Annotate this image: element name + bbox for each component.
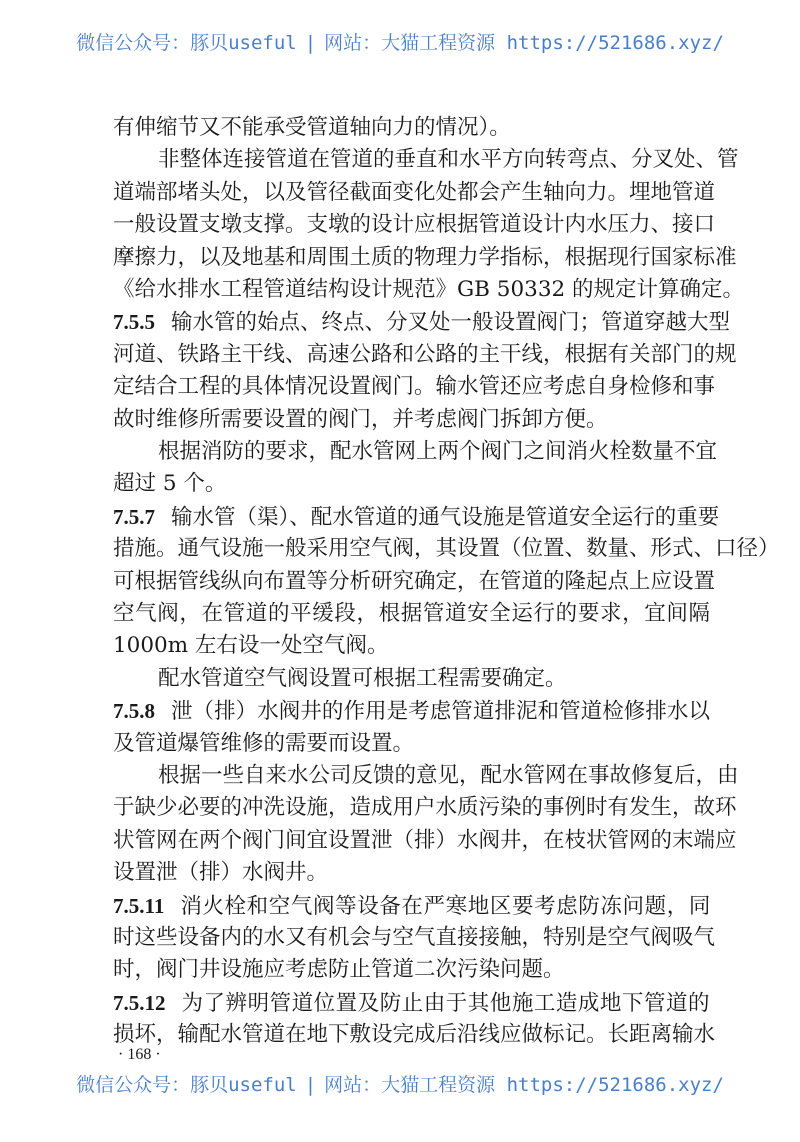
watermark-separator: | [304,1074,317,1096]
text-line [113,729,710,759]
text-line [113,955,710,985]
line-text: 为了辨明管道位置及防止由于其他施工造成地下管道的 [181,990,710,1016]
line-text: 措施。通气设施一般采用空气阀，其设置（位置、数量、形式、口径） [113,536,780,562]
watermark-website: 网站：大猫工程资源 https://521686.xyz/ [324,1074,724,1096]
text-line [158,761,739,791]
text-line [113,243,737,273]
text-line [113,113,710,143]
line-text: 定结合工程的具体情况设置阀门。输水管还应考虑自身检修和事 [113,374,716,400]
line-text: 故时维修所需要设置的阀门，并考虑阀门拆卸方便。 [113,406,608,432]
line-text: 可根据管线纵向布置等分析研究确定，在管道的隆起点上应设置 [113,568,716,594]
watermark-wechat: 微信公众号：豚贝useful [76,1074,297,1096]
text-line [113,469,710,499]
line-text: 时这些设备内的水又有机会与空气直接接触，特别是空气阀吸气 [113,925,716,950]
text-line [158,145,739,175]
text-line [113,372,716,402]
text-line [113,275,745,305]
line-text: 泄（排）水阀井的作用是考虑管道排泥和管道检修排水以 [171,699,710,725]
text-line [158,437,718,467]
text-line [113,1020,716,1050]
text-line [113,405,710,435]
text-line [113,858,710,888]
line-text: 输水管的始点、终点、分叉处一般设置阀门；管道穿越大型 [171,310,731,336]
clause-number: 7.5.12 [113,990,166,1015]
line-text: 一般设置支墩支撑。支墩的设计应根据管道设计内水压力、接口 [113,212,716,238]
text-line [113,210,716,240]
text-line [113,178,716,208]
text-line [113,340,737,370]
line-text: 道端部堵头处，以及管径截面变化处都会产生轴向力。埋地管道 [113,179,716,205]
clause-line [113,988,710,1018]
text-line [113,567,716,597]
text-line [113,923,716,953]
line-text: 状管网在两个阀门间宜设置泄（排）水阀井，在枝状管网的末端应 [113,827,737,853]
line-text: 有伸缩节又不能承受管道轴向力的情况）。 [113,115,511,140]
text-line [113,793,737,823]
watermark-header [0,30,800,56]
text-line [113,599,710,629]
line-text: 于缺少必要的冲洗设施，造成用户水质污染的事例时有发生，故环 [113,795,737,821]
line-text: 根据一些自来水公司反馈的意见，配水管网在事故修复后，由 [158,763,739,788]
line-text: 超过 5 个。 [113,471,227,497]
clause-line [113,307,731,337]
watermark-separator: | [304,32,317,54]
line-text: 消火栓和空气阀等设备在严寒地区要考虑防冻问题，同 [180,893,711,919]
page-number: · 168 · [118,1046,161,1063]
clause-line [113,696,710,726]
line-text: 及管道爆管维修的需要而设置。 [113,730,415,756]
line-text: 河道、铁路主干线、高速公路和公路的主干线，根据有关部门的规 [113,341,737,367]
watermark-website: 网站：大猫工程资源 https://521686.xyz/ [324,32,724,54]
line-text: 损坏，输配水管道在地下敷设完成后沿线应做标记。长距离输水 [113,1022,716,1048]
line-text: 空气阀，在管道的平缓段，根据管道安全运行的要求，宜间隔 [113,601,710,626]
line-text: 1000m 左右设一处空气阀。 [113,633,389,659]
clause-line [113,502,720,532]
line-text: 输水管（渠）、配水管道的通气设施是管道安全运行的重要 [171,504,720,530]
watermark-footer [0,1072,800,1098]
line-text: 时，阀门井设施应考虑防止管道二次污染问题。 [113,957,565,983]
clause-line [113,891,710,921]
line-text: 根据消防的要求，配水管网上两个阀门之间消火栓数量不宜 [158,439,718,464]
text-line [113,826,737,856]
text-line [113,631,710,661]
line-text: 非整体连接管道在管道的垂直和水平方向转弯点、分叉处、管 [158,147,739,173]
clause-number: 7.5.11 [113,893,165,918]
text-line [158,664,710,694]
clause-number: 7.5.7 [113,504,155,529]
watermark-wechat: 微信公众号：豚贝useful [76,32,297,54]
line-text: 《给水排水工程管道结构设计规范》GB 50332 的规定计算确定。 [113,277,745,302]
text-line [113,534,780,564]
line-text: 摩擦力，以及地基和周围土质的物理力学指标，根据现行国家标准 [113,244,737,270]
line-text: 设置泄（排）水阀井。 [113,860,329,886]
clause-number: 7.5.5 [113,310,155,335]
line-text: 配水管道空气阀设置可根据工程需要确定。 [158,665,567,691]
clause-number: 7.5.8 [113,699,155,724]
